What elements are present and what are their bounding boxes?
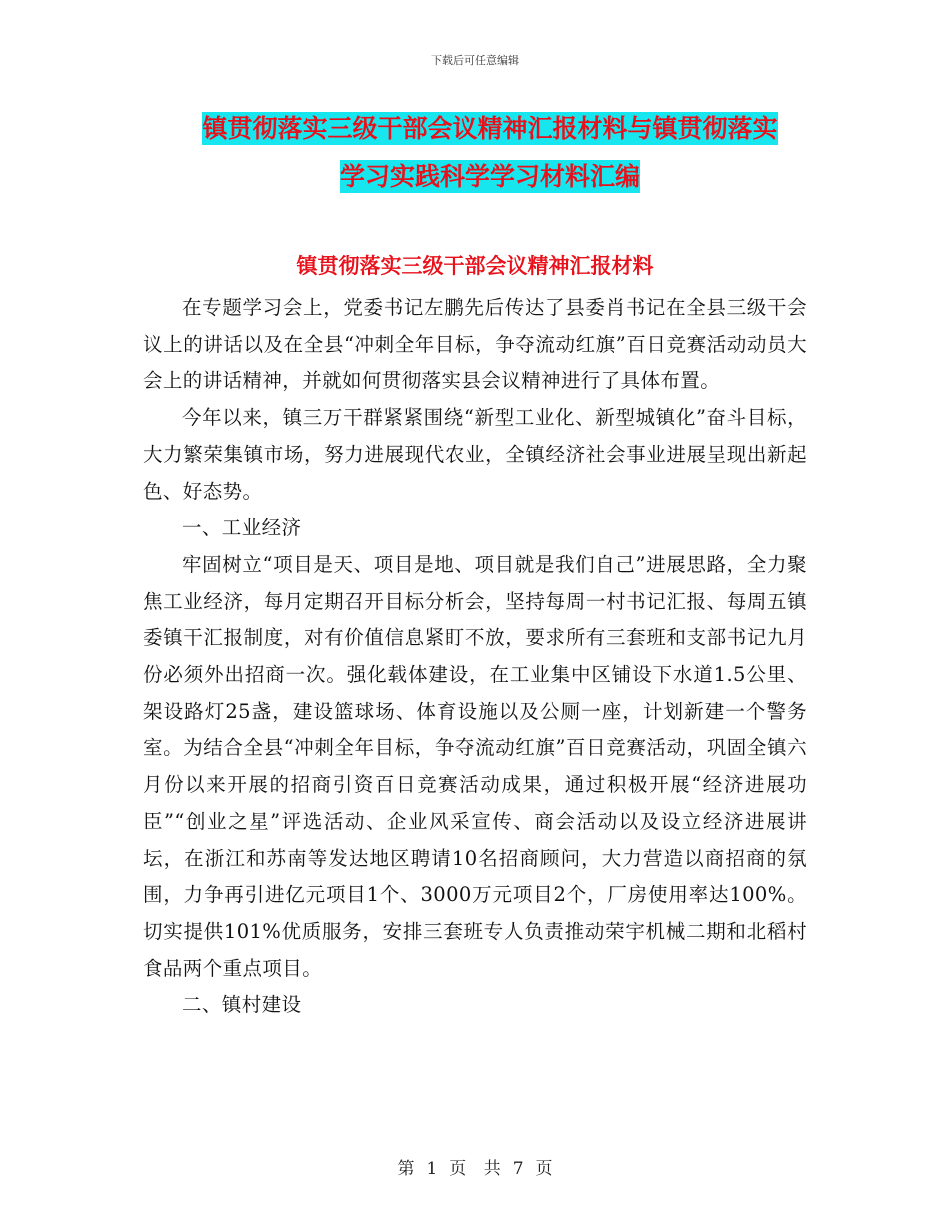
document-title-line-2: 学习实践科学学习材料汇编 [339, 162, 640, 191]
section-title: 镇贯彻落实三级干部会议精神汇报材料 [296, 254, 654, 278]
footer-page-number: 1 [426, 1159, 438, 1179]
document-body [143, 290, 807, 1024]
heading-town-village-construction: 二、镇村建设 [182, 993, 302, 1017]
paragraph-overview: 今年以来，镇三万干群紧紧围绕“新型工业化、新型城镇化”奋斗目标，大力繁荣集镇市场，努力进展现代农业，全镇经济社会事业进展呈现出新起色、好态势。 [143, 406, 807, 503]
paragraph-industrial-economy: 牢固树立“项目是天、项目是地、项目就是我们自己”进展思路，全力聚焦工业经济，每月定期召开目标分析会，坚持每周一村书记汇报、每周五镇委镇干汇报制度，对有价值信息紧盯不放，要求所有三套班和支部书记九月份必须外出招商一次。强化载体建设，在工业集中区铺设下水道1.5公里、架设路灯25盏，建设篮球场、体育设施以及公厕一座，计划新建一个警务室。为结合全县“冲刺全年目标，争夺流动红旗”百日竞赛活动，巩固全镇六月份以来开展的招商引资百日竞赛活动成果，通过积极开展“经济进展功臣”“创业之星”评选活动、企业风采宣传、商会活动以及设立经济进展讲坛，在浙江和苏南等发达地区聘请10名招商顾问，大力营造以商招商的氛围，力争再引进亿元项目1个、3000万元项目2个，厂房使用率达100%。切实提供101%优质服务，安排三套班专人负责推动荣宇机械二期和北稻村食品两个重点项目。 [143, 552, 807, 980]
heading-industrial-economy: 一、工业经济 [182, 516, 302, 540]
footer-total-pages: 7 [512, 1159, 524, 1179]
page-footer [0, 1154, 950, 1179]
paragraph-intro: 在专题学习会上，党委书记左鹏先后传达了县委肖书记在全县三级干会议上的讲话以及在全县“冲刺全年目标，争夺流动红旗”百日竞赛活动动员大会上的讲话精神，并就如何贯彻落实县会议精神进行了具体布置。 [143, 296, 807, 393]
document-title [140, 105, 840, 201]
footer-label-total: 共 [483, 1159, 501, 1179]
document-title-line-1: 镇贯彻落实三级干部会议精神汇报材料与镇贯彻落实 [202, 114, 778, 143]
footer-label-page: 第 [397, 1159, 415, 1179]
header-note: 下载后可任意编辑 [431, 54, 519, 67]
footer-label-page-unit: 页 [449, 1159, 467, 1179]
footer-label-total-unit: 页 [535, 1159, 553, 1179]
